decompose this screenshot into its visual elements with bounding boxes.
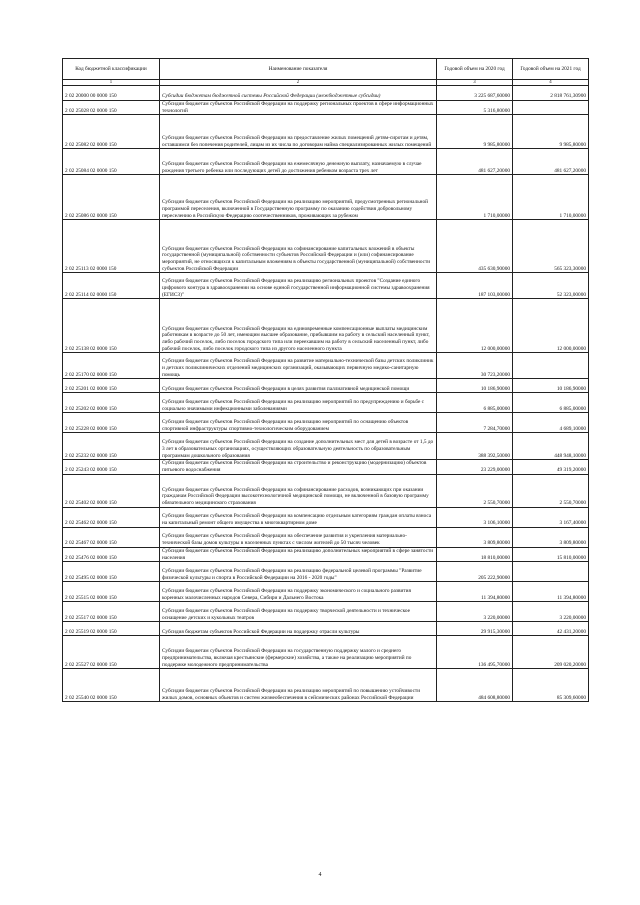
value-2021-cell: 12 000,00000 [513,299,589,353]
value-2020-cell: 18 810,00000 [437,547,513,561]
indicator-name-cell: Субсидии бюджетам субъектов Российской Федерации на реализацию федеральной целевой программы "Развитие физической культуры и спорта в Российской Федерации на 2016 - 2020 годы" [160,562,437,582]
budget-code-cell: 2 02 25084 02 0000 150 [63,149,160,175]
table-header [63,59,589,86]
value-2021-cell: 3 167,40000 [513,507,589,527]
value-2020-cell: 3 225 687,60000 [437,86,513,101]
table-row [63,474,589,507]
indicator-name-cell: Субсидии бюджетам субъектов Российской Федерации на реализацию мероприятий по предупреждению и борьбе с социально значимыми инфекционными заболеваниями [160,393,437,413]
value-2021-cell: 481 627,20000 [513,149,589,175]
budget-code-cell: 2 02 25028 02 0000 150 [63,101,160,115]
budget-code-cell: 2 02 25476 02 0000 150 [63,547,160,561]
value-2021-cell: 52 323,00000 [513,273,589,299]
value-2021-cell: 10 186,90000 [513,379,589,393]
indicator-name-cell: Субсидии бюджетам субъектов Российской Федерации на создание дополнительных мест для детей в возрасте от 1,5 до 3 лет в образовательных организациях, осуществляющих образовательную деятельность по образовательным программам дошкольного образования [160,433,437,460]
value-2021-cell: 2 550,70000 [513,474,589,507]
header-code: Код бюджетной классификации [63,59,160,80]
value-2021-cell: 11 394,80000 [513,582,589,602]
indicator-name-cell: Субсидии бюджетам субъектов Российской Федерации на развитие материально-технической базы детских поликлиник и детских поликлинических отделений медицинских организаций, оказывающих первичную медико-санитарную помощь [160,353,437,379]
value-2021-cell: 2 818 761,30900 [513,86,589,101]
value-2020-cell: 3 220,00000 [437,602,513,622]
budget-code-cell: 2 02 25243 02 0000 150 [63,460,160,474]
value-2021-cell [513,101,589,115]
value-2021-cell: 1 710,00000 [513,175,589,220]
value-2020-cell: 9 985,80000 [437,115,513,149]
table-row [63,273,589,299]
indicator-name-cell: Субсидии бюджетам субъектов Российской Федерации на предоставление жилых помещений детям-сиротам и детям, оставшимся без попечения родителей, лицам из их числа по договорам найма специализированных жилых помещений [160,115,437,149]
budget-code-cell: 2 02 25228 02 0000 150 [63,413,160,433]
value-2020-cell: 1 710,00000 [437,175,513,220]
table-row [63,353,589,379]
budget-table [62,58,589,702]
value-2020-cell: 388 392,50000 [437,433,513,460]
indicator-name-cell: Субсидии бюджетам бюджетной системы Российской Федерации (межбюджетные субсидии) [160,86,437,101]
value-2021-cell: 4 689,10000 [513,413,589,433]
table-row [63,413,589,433]
value-2021-cell: 49 319,20000 [513,460,589,474]
table-row [63,669,589,702]
table-row [63,220,589,273]
budget-code-cell: 2 02 25462 02 0000 150 [63,507,160,527]
indicator-name-cell: Субсидии бюджетам субъектов Российской Федерации на поддержку экономического и социального развития коренных малочисленных народов Севера, Сибири и Дальнего Востока [160,582,437,602]
indicator-name-cell: Субсидии бюджетам субъектов Российской Федерации на поддержку региональных проектов в сфере информационных технологий [160,101,437,115]
budget-code-cell: 2 02 25519 02 0000 150 [63,622,160,636]
budget-code-cell: 2 02 25540 02 0000 150 [63,669,160,702]
value-2020-cell: 435 630,90000 [437,220,513,273]
table-row [63,636,589,669]
value-2020-cell: 6 885,00000 [437,393,513,413]
table-row [63,562,589,582]
table-row [63,527,589,547]
indicator-name-cell: Субсидии бюджетам субъектов Российской Федерации на строительство и реконструкцию (модернизацию) объектов питьевого водоснабжения [160,460,437,474]
table-row [63,582,589,602]
indicator-name-cell: Субсидии бюджетам субъектов Российской Федерации на компенсацию отдельным категориям граждан оплаты взноса на капитальный ремонт общего имущества в многоквартирном доме [160,507,437,527]
table-row [63,622,589,636]
table-body [63,86,589,702]
table-row [63,379,589,393]
value-2021-cell: 3 809,80000 [513,527,589,547]
table-row [63,393,589,413]
budget-code-cell: 2 02 25517 02 0000 150 [63,602,160,622]
budget-code-cell: 2 02 25515 02 0000 150 [63,582,160,602]
budget-code-cell: 2 02 25495 02 0000 150 [63,562,160,582]
indicator-name-cell: Субсидии бюджетам субъектов Российской Федерации на поддержку творческой деятельности и техническое оснащение детских и кукольных театров [160,602,437,622]
budget-code-cell: 2 02 20000 00 0000 150 [63,86,160,101]
header-num-4: 4 [513,80,589,86]
table-row [63,507,589,527]
header-2021: Годовой объем на 2021 год [513,59,589,80]
value-2020-cell: 10 186,90000 [437,379,513,393]
value-2020-cell: 11 394,80000 [437,582,513,602]
indicator-name-cell: Субсидии бюджетам субъектов Российской Федерации на государственную поддержку малого и среднего предпринимательства, включая крестьянские (фермерские) хозяйства, а также на реализацию мероприятий по поддержке молодежного предпринимательства [160,636,437,669]
value-2020-cell: 481 627,20000 [437,149,513,175]
budget-code-cell: 2 02 25082 02 0000 150 [63,115,160,149]
value-2020-cell: 205 222,90000 [437,562,513,582]
budget-code-cell: 2 02 25138 02 0000 150 [63,299,160,353]
header-num-1: 1 [63,80,160,86]
indicator-name-cell: Субсидии бюджетам субъектов Российской Федерации на единовременные компенсационные выплаты медицинским работникам в возрасте до 50 лет, имеющим высшее образование, прибывшим на работу в сельский населенный пункт, либо рабочий поселок, либо поселок городского типа или переехавшим на работу в сельский населенный пункт, либо рабочий поселок, либо поселок городского типа из другого населенного пункта [160,299,437,353]
indicator-name-cell: Субсидии бюджетам субъектов Российской Федерации на софинансирование капитальных вложений в объекты государственной (муниципальной) собственности субъектов Российской Федерации и (или) софинансирование мероприятий, не относящихся к капитальным вложениям в объекты государственной (муниципальной) собственности субъектов Российской Федерации [160,220,437,273]
value-2021-cell: 209 020,20000 [513,636,589,669]
value-2021-cell: 448 948,10000 [513,433,589,460]
header-name: Наименование показателя [160,59,437,80]
value-2021-cell: 3 220,00000 [513,602,589,622]
value-2021-cell: 42 431,20000 [513,622,589,636]
value-2020-cell: 187 103,00000 [437,273,513,299]
value-2021-cell [513,353,589,379]
value-2020-cell: 484 608,80000 [437,669,513,702]
value-2020-cell: 29 915,30000 [437,622,513,636]
table-row [63,602,589,622]
header-num-2: 2 [160,80,437,86]
indicator-name-cell: Субсидии бюджетам субъектов Российской Федерации на софинансирование расходов, возникающих при оказании гражданам Российской Федерации высокотехнологичной медицинской помощи, не включенной в базовую программу обязательного медицинского страхования [160,474,437,507]
budget-code-cell: 2 02 25467 02 0000 150 [63,527,160,547]
value-2020-cell: 23 229,00000 [437,460,513,474]
indicator-name-cell: Субсидии бюджетам субъектов Российской Федерации на реализацию мероприятий по оснащению объектов спортивной инфраструктуры спортивно-технологическим оборудованием [160,413,437,433]
value-2020-cell: 3 106,10000 [437,507,513,527]
value-2020-cell: 136 495,70000 [437,636,513,669]
budget-code-cell: 2 02 25201 02 0000 150 [63,379,160,393]
table-row [63,101,589,115]
table-row [63,115,589,149]
budget-code-cell: 2 02 25202 02 0000 150 [63,393,160,413]
value-2020-cell: 30 723,20000 [437,353,513,379]
value-2021-cell: 15 810,00000 [513,547,589,561]
budget-code-cell: 2 02 25170 02 0000 150 [63,353,160,379]
header-2020: Годовой объем на 2020 год [437,59,513,80]
budget-code-cell: 2 02 25114 02 0000 150 [63,273,160,299]
value-2021-cell: 85 309,60000 [513,669,589,702]
indicator-name-cell: Субсидии бюджетам субъектов Российской Федерации на реализацию дополнительных мероприятий в сфере занятости населения [160,547,437,561]
value-2021-cell: 565 323,30000 [513,220,589,273]
budget-code-cell: 2 02 25232 02 0000 150 [63,433,160,460]
indicator-name-cell: Субсидии бюджетам субъектов Российской Федерации на реализацию региональных проектов "Создание единого цифрового контура в здравоохранении на основе единой государственной информационной системы здравоохранения (ЕГИСЗ)" [160,273,437,299]
indicator-name-cell: Субсидии бюджетам субъектов Российской Федерации в целях развития паллиативной медицинской помощи [160,379,437,393]
value-2020-cell: 3 809,80000 [437,527,513,547]
value-2020-cell: 2 550,70000 [437,474,513,507]
table-row [63,86,589,101]
budget-code-cell: 2 02 25527 02 0000 150 [63,636,160,669]
indicator-name-cell: Субсидии бюджетам субъектов Российской Федерации на ежемесячную денежную выплату, назначаемую в случае рождения третьего ребенка или последующих детей до достижения ребенком возраста трех лет [160,149,437,175]
value-2020-cell: 12 000,00000 [437,299,513,353]
value-2021-cell: 9 985,80000 [513,115,589,149]
table-row [63,460,589,474]
budget-code-cell: 2 02 25086 02 0000 150 [63,175,160,220]
table-row [63,299,589,353]
header-num-3: 3 [437,80,513,86]
value-2020-cell: 5 316,80000 [437,101,513,115]
budget-code-cell: 2 02 25402 02 0000 150 [63,474,160,507]
value-2021-cell: 6 885,00000 [513,393,589,413]
indicator-name-cell: Субсидии бюджетам субъектов Российской Федерации на обеспечение развития и укрепления материально-технической базы домов культуры в населенных пунктах с числом жителей до 50 тысяч человек [160,527,437,547]
indicator-name-cell: Субсидия бюджетам субъектов Российской Федерации на поддержку отрасли культуры [160,622,437,636]
table-row [63,175,589,220]
value-2021-cell [513,562,589,582]
table-row [63,149,589,175]
value-2020-cell: 7 284,70000 [437,413,513,433]
indicator-name-cell: Субсидии бюджетам субъектов Российской Федерации на реализацию мероприятий по повышению устойчивости жилых домов, основных объектов и систем жизнеобеспечения в сейсмических районах Российской Федерации [160,669,437,702]
table-row [63,433,589,460]
indicator-name-cell: Субсидии бюджетам субъектов Российской Федерации на реализацию мероприятий, предусмотренных региональной программой переселения, включенной в Государственную программу по оказанию содействия добровольному переселению в Российскую Федерацию соотечественников, проживающих за рубежом [160,175,437,220]
budget-code-cell: 2 02 25113 02 0000 150 [63,220,160,273]
table-row [63,547,589,561]
page-number: 4 [318,872,322,878]
